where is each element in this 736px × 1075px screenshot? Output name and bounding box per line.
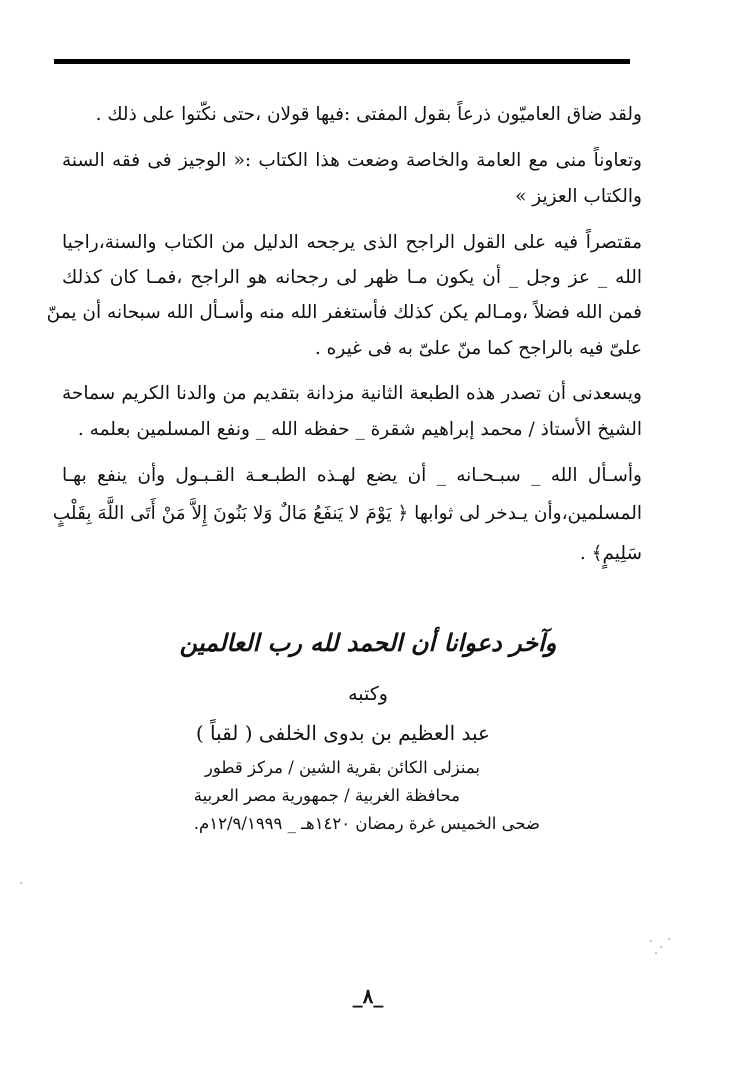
scan-speckle <box>650 940 652 942</box>
paragraph-line: مقتصراً فيه على القول الراجح الذى يرجحه الدليل من الكتاب والسنة،راجيا <box>62 232 642 253</box>
paragraph-line: الشيخ الأستاذ / محمد إبراهيم شقرة _ حفظه الله _ ونفع المسلمين بعلمه . <box>77 419 642 440</box>
paragraph-line: فمن الله فضلاً ،ومـالم يكن كذلك فأستغفر الله منه وأسـأل الله سبحانه أن يمنّ <box>46 302 642 323</box>
paragraph-line: ولقد ضاق العاميّون ذرعاً بقول المفتى :فيها قولان ،حتى نكّتوا على ذلك . <box>95 104 642 125</box>
signature-block <box>150 0 540 850</box>
author-name: عبد العظيم بن بدوى الخلفى ( لقباً ) <box>195 721 490 745</box>
paragraph-line: وتعاوناً منى مع العامة والخاصة وضعت هذا الكتاب :« الوجيز فى فقه السنة <box>62 150 642 171</box>
closing-title: وآخر دعوانا أن الحمد لله رب العالمين <box>179 628 557 657</box>
paragraph-line: والكتاب العزيز » <box>515 186 642 207</box>
page-number: _٨_ <box>352 984 384 1008</box>
scan-speckle <box>20 882 22 884</box>
paragraph-line: الله _ عز وجل _ أن يكون مـا ظهر لى رجحانه هو الراجح ،فمـا كان كذلك <box>62 267 642 288</box>
scan-speckle <box>660 946 662 948</box>
paragraph-line: سَلِيمٍ﴾ . <box>579 543 642 564</box>
date-line: ضحى الخميس غرة رمضان ١٤٢٠هـ _ ١٢/٩/١٩٩٩م. <box>193 814 540 833</box>
scan-speckle <box>668 938 670 940</box>
paragraph-line: المسلمين،وأن يـدخر لى ثوابها ﴿ يَوْمَ لا يَنفَعُ مَالٌ وَلا بَنُونَ إِلاَّ مَنْ أَتَى اللَّهَ بِقَلْبٍ <box>52 503 642 524</box>
address-line-2: محافظة الغربية / جمهورية مصر العربية <box>193 786 460 805</box>
address-line-1: بمنزلى الكائن بقرية الشين / مركز قطور <box>204 758 480 777</box>
paragraph-line: علىّ فيه بالراجح كما منّ علىّ به فى غيره . <box>314 338 642 359</box>
paragraph-line: ويسعدنى أن تصدر هذه الطبعة الثانية مزدانة بتقديم من والدنا الكريم سماحة <box>62 383 642 404</box>
paragraph-line: وأسـأل الله _ سبـحـانه _ أن يضع لهـذه الطبـعـة القـبـول وأن ينفع بهـا <box>62 465 642 486</box>
signoff: وكتبه <box>348 683 388 705</box>
scan-speckle <box>655 952 657 954</box>
